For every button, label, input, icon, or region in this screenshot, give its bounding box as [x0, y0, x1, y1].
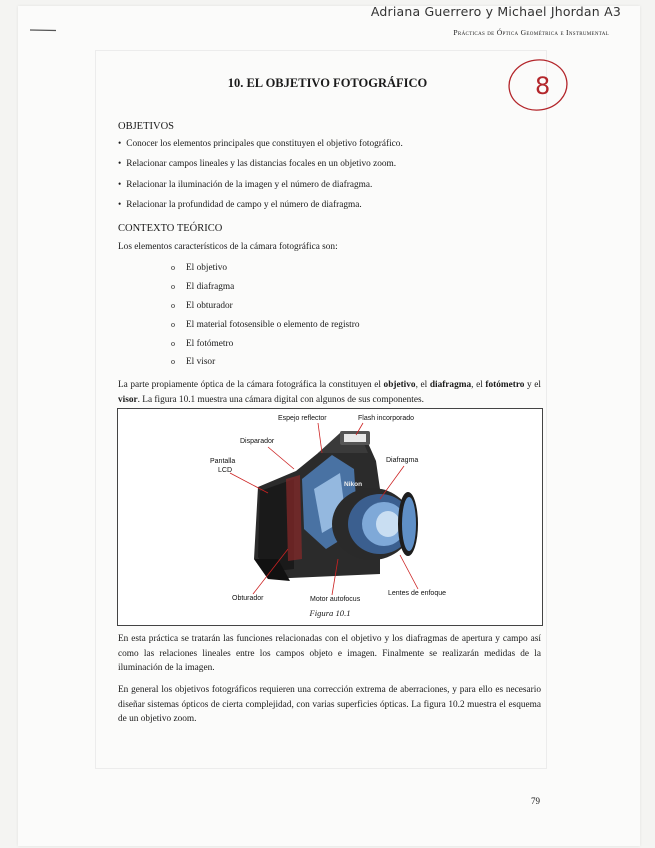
label-diafragma: Diafragma: [386, 457, 419, 464]
list-item: • Relacionar campos lineales y las distancias focales en un objetivo zoom.: [118, 157, 403, 177]
section-objetivos-heading: OBJETIVOS: [118, 121, 175, 132]
chapter-title: 10. EL OBJETIVO FOTOGRÁFICO: [227, 76, 428, 90]
running-head: Prácticas de Óptica Geométrica e Instrumental: [453, 28, 609, 37]
elementos-list: [171, 262, 360, 375]
list-item: o El visor: [171, 357, 216, 368]
list-item: o El fotómetro: [171, 338, 234, 349]
objetivos-list: [118, 137, 403, 218]
page-number: 79: [531, 796, 540, 806]
handwritten-authors: Adriana Guerrero y Michael Jhordan A3: [370, 4, 621, 19]
brand-logo: Nikon: [344, 481, 363, 488]
list-item: • Conocer los elementos principales que constituyen el objetivo fotográfico.: [118, 137, 403, 157]
label-espejo-reflector: Espejo reflector: [278, 415, 327, 422]
pen-mark-icon: [30, 28, 56, 32]
label-lentes-enfoque: Lentes de enfoque: [388, 590, 446, 597]
list-item: o El material fotosensible o elemento de registro: [171, 319, 360, 330]
contexto-intro: Los elementos característicos de la cámara fotográfica son:: [118, 242, 338, 252]
paragraph-objetivos-zoom: En general los objetivos fotográficos requieren una corrección extrema de aberraciones, y para ello es necesario diseñar sistemas ópticos de cierta complejidad, con varias superficies ópticas. La figura 10.2 muestra el esquema de un objetivo zoom.: [118, 685, 541, 725]
camera-cutaway-illustration: [118, 409, 542, 625]
paragraph-componentes: La parte propiamente óptica de la cámara fotográfica la constituyen el objetivo, el diafragma, el fotómetro y el visor. La figura 10.1 muestra una cámara digital con algunos de sus componentes.: [118, 380, 541, 405]
paragraph-practica: En esta práctica se tratarán las funciones relacionadas con el objetivo y los diafragmas de apertura y campo así como las relaciones lineales entre los campos objeto e imagen. Finalmente se realizarán medidas de la iluminación de la imagen.: [118, 634, 541, 674]
figure-camera: [117, 408, 543, 626]
label-obturador: Obturador: [232, 595, 264, 602]
section-contexto-heading: CONTEXTO TEÓRICO: [118, 223, 223, 234]
list-item: o El objetivo: [171, 263, 228, 273]
label-disparador: Disparador: [240, 438, 275, 445]
label-motor-autofocus: Motor autofocus: [310, 596, 361, 603]
figure-caption: Figura 10.1: [309, 608, 351, 618]
list-item: • Relacionar la iluminación de la imagen y el número de diafragma.: [118, 178, 403, 198]
label-lcd: LCD: [218, 467, 233, 474]
grade-mark: 8: [535, 72, 551, 100]
list-item: o El obturador: [171, 300, 233, 311]
list-item: o El diafragma: [171, 281, 235, 292]
label-pantalla: Pantalla: [210, 458, 236, 465]
label-flash-incorporado: Flash incorporado: [358, 415, 415, 422]
list-item: • Relacionar la profundidad de campo y el número de diafragma.: [118, 198, 403, 218]
